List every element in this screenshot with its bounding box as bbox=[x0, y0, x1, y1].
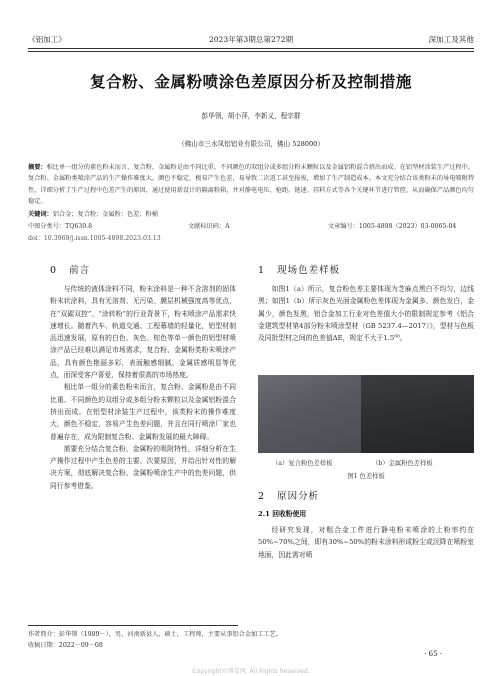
author-info: 作者简介：彭华领（1989－），男，河南新县人，硕士，工程师，主要从事铝合金加工工艺。 bbox=[28, 631, 282, 638]
figure-caption-a: （a）复合粉色差样板 bbox=[272, 460, 333, 467]
subsection-2-1-paragraph: 经研究发现，对粗合金工件进行静电粉末喷涂的上粉率约在50%~70%之间，即有30%~50%的粉末涂料形成粉尘或沉降在喷粉室地面，因此需对喷 bbox=[258, 526, 474, 559]
section-0-heading bbox=[50, 262, 90, 276]
intro-paragraph-3: 需要充分结合复合粉、金属粉的吸附特性，详细分析在生产操作过程中产生色差的主要、次要原因，并给出针对性的解决方案，彻底解决复合粉、金属粉喷涂生产中的色差问题，供同行参考借鉴。 bbox=[50, 444, 236, 490]
received-date: 收稿日期：2022－09－08 bbox=[28, 642, 103, 649]
footnote-rule bbox=[28, 625, 238, 626]
abstract-text: 相比单一组分的素色粉末而言，复合粉、金属粉是由不同比重、不同颜色的双组分或多组分粉末颗粒以及金属铝粉混合挤出而成。在铝型材涂装生产过程中，复合粉、金属粉类喷涂产品的生产操作难度大，颜色不稳定，极易产生色差，易导致二次返工甚至报废，增加了生产制造成本。本文充分结合该类粉末的导电喷附特性，详细分析了生产过程中色差产生的原因，通过使用新设计的隔离粉箱，并对静电电压、枪距、链速、挂料方式等各个关键环节进行管控，从而确保产品颜色均匀稳定。 bbox=[28, 164, 475, 205]
section-2-title: 原因分析 bbox=[277, 491, 320, 502]
section-1-heading bbox=[258, 262, 340, 276]
document-code: 文献标识码：A bbox=[188, 223, 230, 230]
page-number: · 65 · bbox=[424, 650, 442, 658]
keywords-label: 关键词： bbox=[28, 211, 53, 218]
journal-name: 《铝加工》 bbox=[28, 35, 66, 44]
figure-caption: 图1 色差样板 bbox=[347, 473, 385, 480]
paper-title: 复合粉、金属粉喷涂色差原因分析及控制措施 bbox=[89, 72, 412, 91]
header-rule-thin bbox=[28, 51, 474, 52]
copyright-watermark: Copyright©博看网. All Rights Reserved. bbox=[192, 668, 310, 675]
column-name: 深加工及其他 bbox=[428, 35, 474, 44]
subsection-2-1-body bbox=[258, 524, 474, 561]
authors: 彭华领，胡小萍，李新义，程宗群 bbox=[201, 112, 301, 120]
header-rule-thick bbox=[28, 48, 474, 49]
running-header bbox=[28, 34, 474, 46]
figure-panel-metallic-powder bbox=[361, 375, 474, 453]
section-2-heading bbox=[258, 488, 319, 502]
issue-info: 2023年第3期总第272期 bbox=[208, 35, 294, 44]
doi: doi：10.3969/j.issn.1005-4898.2023.03.13 bbox=[28, 235, 161, 242]
section-1-title: 现场色差样板 bbox=[277, 265, 341, 276]
section-0-title: 前言 bbox=[69, 265, 91, 276]
subsection-2-1-heading: 2.1 回收粉使用 bbox=[258, 510, 307, 518]
section-2-number: 2 bbox=[258, 491, 266, 502]
left-column-body bbox=[50, 283, 236, 492]
keywords bbox=[28, 209, 474, 218]
figure-caption-b: （b）金属粉色差样板 bbox=[372, 460, 433, 467]
section-1-body bbox=[258, 283, 474, 344]
clc-number: 中图分类号：TQ639.8 bbox=[28, 223, 93, 230]
section-1-paragraph: 如图1（a）所示，复合粉色差主要体现为芝麻点黑白不均匀，边线黑；如图1（b）所示灰色光面金属粉色差体现为金属多、颜色发白，金属少，颜色发黑，铝合金加工行业对色差值大小的限制规定参考《铝合金建筑型材第4部分粉末喷涂型材（GB 5237.4—2017）》，型材与色板及同批型材之间的色差值ΔE，规定不大于1.5⁰⁰。 bbox=[258, 285, 474, 343]
intro-paragraph-1: 与传统的液体涂料不同，粉末涂料是一种不含溶剂的固体粉末状涂料，具有无溶剂、无污染、膜层机械强度高等优点，在“双碳双控”、“涂转粉”的行业背景下，粉末喷涂产品需求快速增长。随着汽车、轨道交通、工程幕墙的轻量化，铝型材制品迅速发展，原有的白色、灰色、棕色等单一颜色的铝型材喷涂产品已经难以满足市场需求，复合粉、金属粉类粉末喷涂产品，具有颜色艳丽多彩，表面触感细腻，金属质感明显等优点，而深受客户喜爱，保持着很高的市场热度。 bbox=[50, 285, 236, 380]
article-number: 文章编号：1005-4898（2023）03-0065-04 bbox=[328, 223, 457, 230]
keywords-text: 铝合金；复合粉；金属粉；色差；粉桶 bbox=[52, 211, 158, 218]
section-0-number: 0 bbox=[50, 265, 58, 276]
affiliation: （佛山市三水凤铝铝业有限公司，佛山 528000） bbox=[178, 140, 324, 148]
abstract-label: 摘要： bbox=[28, 164, 47, 171]
figure-panel-composite-powder bbox=[258, 375, 371, 453]
figure-1 bbox=[258, 375, 474, 453]
classification-meta bbox=[28, 221, 474, 231]
abstract bbox=[28, 162, 474, 207]
intro-paragraph-2: 相比单一组分的素色粉末而言，复合粉、金属粉是由不同比重、不同颜色的双组分或多组分粉末颗粒以及金属铝粉混合挤出而成。在铝型材涂装生产过程中，该类粉末的操作难度大，颜色不稳定，容易产生色差问题，并且在同行喷涂厂家也普遍存在，成为限制复合粉、金属粉发展的最大障碍。 bbox=[50, 383, 236, 441]
section-1-number: 1 bbox=[258, 265, 266, 276]
